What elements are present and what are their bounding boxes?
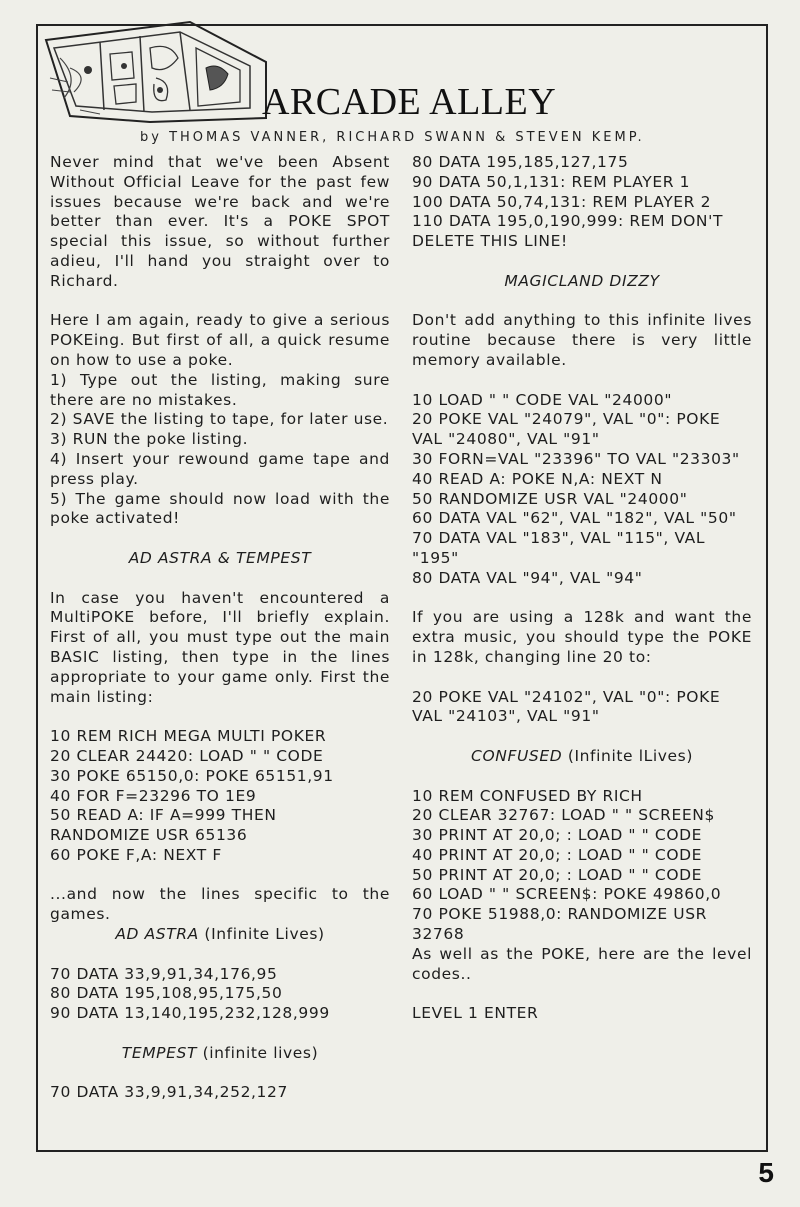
tempest-title: TEMPEST <box>121 1043 198 1062</box>
dizzy-128k-paragraph: If you are using a 128k and want the extra music, you should type the POKE in 128k, changing line 20 to: <box>412 608 752 666</box>
right-column <box>412 153 752 1024</box>
section-heading-tempest <box>50 1044 390 1064</box>
dizzy-listing: 10 LOAD " " CODE VAL "24000" 20 POKE VAL "24079", VAL "0": POKE VAL "24080", VAL "91" 30 FORN=VAL "23396" TO VAL "23303" 40 READ A: POKE N,A: NEXT N 50 RANDOMIZE USR VAL "24000" 60 DATA VAL "62", VAL "182", VAL "50" 70 DATA VAL "183", VAL "115", VAL "195" 80 DATA VAL "94", VAL "94" <box>412 390 740 587</box>
main-basic-listing: 10 REM RICH MEGA MULTI POKER 20 CLEAR 24420: LOAD " " CODE 30 POKE 65150,0: POKE 65151,91 40 FOR F=23296 TO 1E9 50 READ A: IF A=999 THEN RANDOMIZE USR 65136 60 POKE F,A: NEXT F <box>50 727 334 864</box>
step-5: 5) The game should now load with the poke activated! <box>50 489 390 528</box>
multipoke-paragraph: In case you haven't encountered a MultiPOKE before, I'll briefly explain. First of all, you must type out the main BASIC listing, then type in the lines appropriate to your game only. First the main listing: <box>50 588 390 706</box>
tempest-note: (infinite lives) <box>202 1043 319 1062</box>
confused-title: CONFUSED <box>471 746 563 765</box>
dizzy-intro-paragraph: Don't add anything to this infinite lives routine because there is very little memory available. <box>412 311 752 369</box>
page-number: 5 <box>758 1157 774 1188</box>
specific-lines-paragraph: ...and now the lines specific to the games. <box>50 885 390 924</box>
tempest-listing-start: 70 DATA 33,9,91,34,252,127 <box>50 1083 288 1102</box>
section-heading-magicland-dizzy: MAGICLAND DIZZY <box>504 271 660 290</box>
left-column <box>50 153 390 1103</box>
ad-astra-title: AD ASTRA <box>115 925 199 944</box>
dizzy-128k-listing: 20 POKE VAL "24102", VAL "0": POKE VAL "24103", VAL "91" <box>412 687 726 726</box>
byline: by THOMAS VANNER, RICHARD SWANN & STEVEN KEMP. <box>140 130 645 145</box>
article-title: ARCADE ALLEY <box>262 81 557 123</box>
section-heading-confused <box>412 747 752 767</box>
intro-paragraph: Never mind that we've been Absent Without Official Leave for the past few issues because we're back and we're better than ever. It's a POKE SPOT special this issue, so without further adieu, I'll hand you straight over to Richard. <box>50 153 390 290</box>
section-heading-ad-astra-tempest: AD ASTRA & TEMPEST <box>128 548 312 567</box>
confused-note: (Infinite lLives) <box>567 746 693 765</box>
section-heading-ad-astra <box>50 925 390 945</box>
tempest-listing-continued: 80 DATA 195,185,127,175 90 DATA 50,1,131: REM PLAYER 1 100 DATA 50,74,131: REM PLAYER 2 110 DATA 195,0,190,999: REM DON'T DELETE THIS LINE! <box>412 153 724 251</box>
level-codes-intro: As well as the POKE, here are the level codes.. <box>412 944 752 983</box>
step-3: 3) RUN the poke listing. <box>50 430 249 449</box>
ad-astra-listing: 70 DATA 33,9,91,34,176,95 80 DATA 195,108,95,175,50 90 DATA 13,140,195,232,128,999 <box>50 964 330 1023</box>
step-4: 4) Insert your rewound game tape and press play. <box>50 449 390 488</box>
arcade-cabinet-illustration <box>40 18 270 126</box>
step-2: 2) SAVE the listing to tape, for later use. <box>50 410 389 429</box>
step-1: 1) Type out the listing, making sure there are no mistakes. <box>50 370 390 409</box>
poke-intro-paragraph: Here I am again, ready to give a serious POKEing. But first of all, a quick resume on how to use a poke. <box>50 311 390 369</box>
confused-listing: 10 REM CONFUSED BY RICH 20 CLEAR 32767: LOAD " " SCREEN$ 30 PRINT AT 20,0; : LOAD " " CODE 40 PRINT AT 20,0; : LOAD " " CODE 50 PRINT AT 20,0; : LOAD " " CODE 60 LOAD " " SCREEN$: POKE 49860,0 70 POKE 51988,0: RANDOMIZE USR 32768 <box>412 786 722 944</box>
level-1-code: LEVEL 1 ENTER <box>412 1004 539 1023</box>
ad-astra-note: (Infinite Lives) <box>204 925 325 944</box>
